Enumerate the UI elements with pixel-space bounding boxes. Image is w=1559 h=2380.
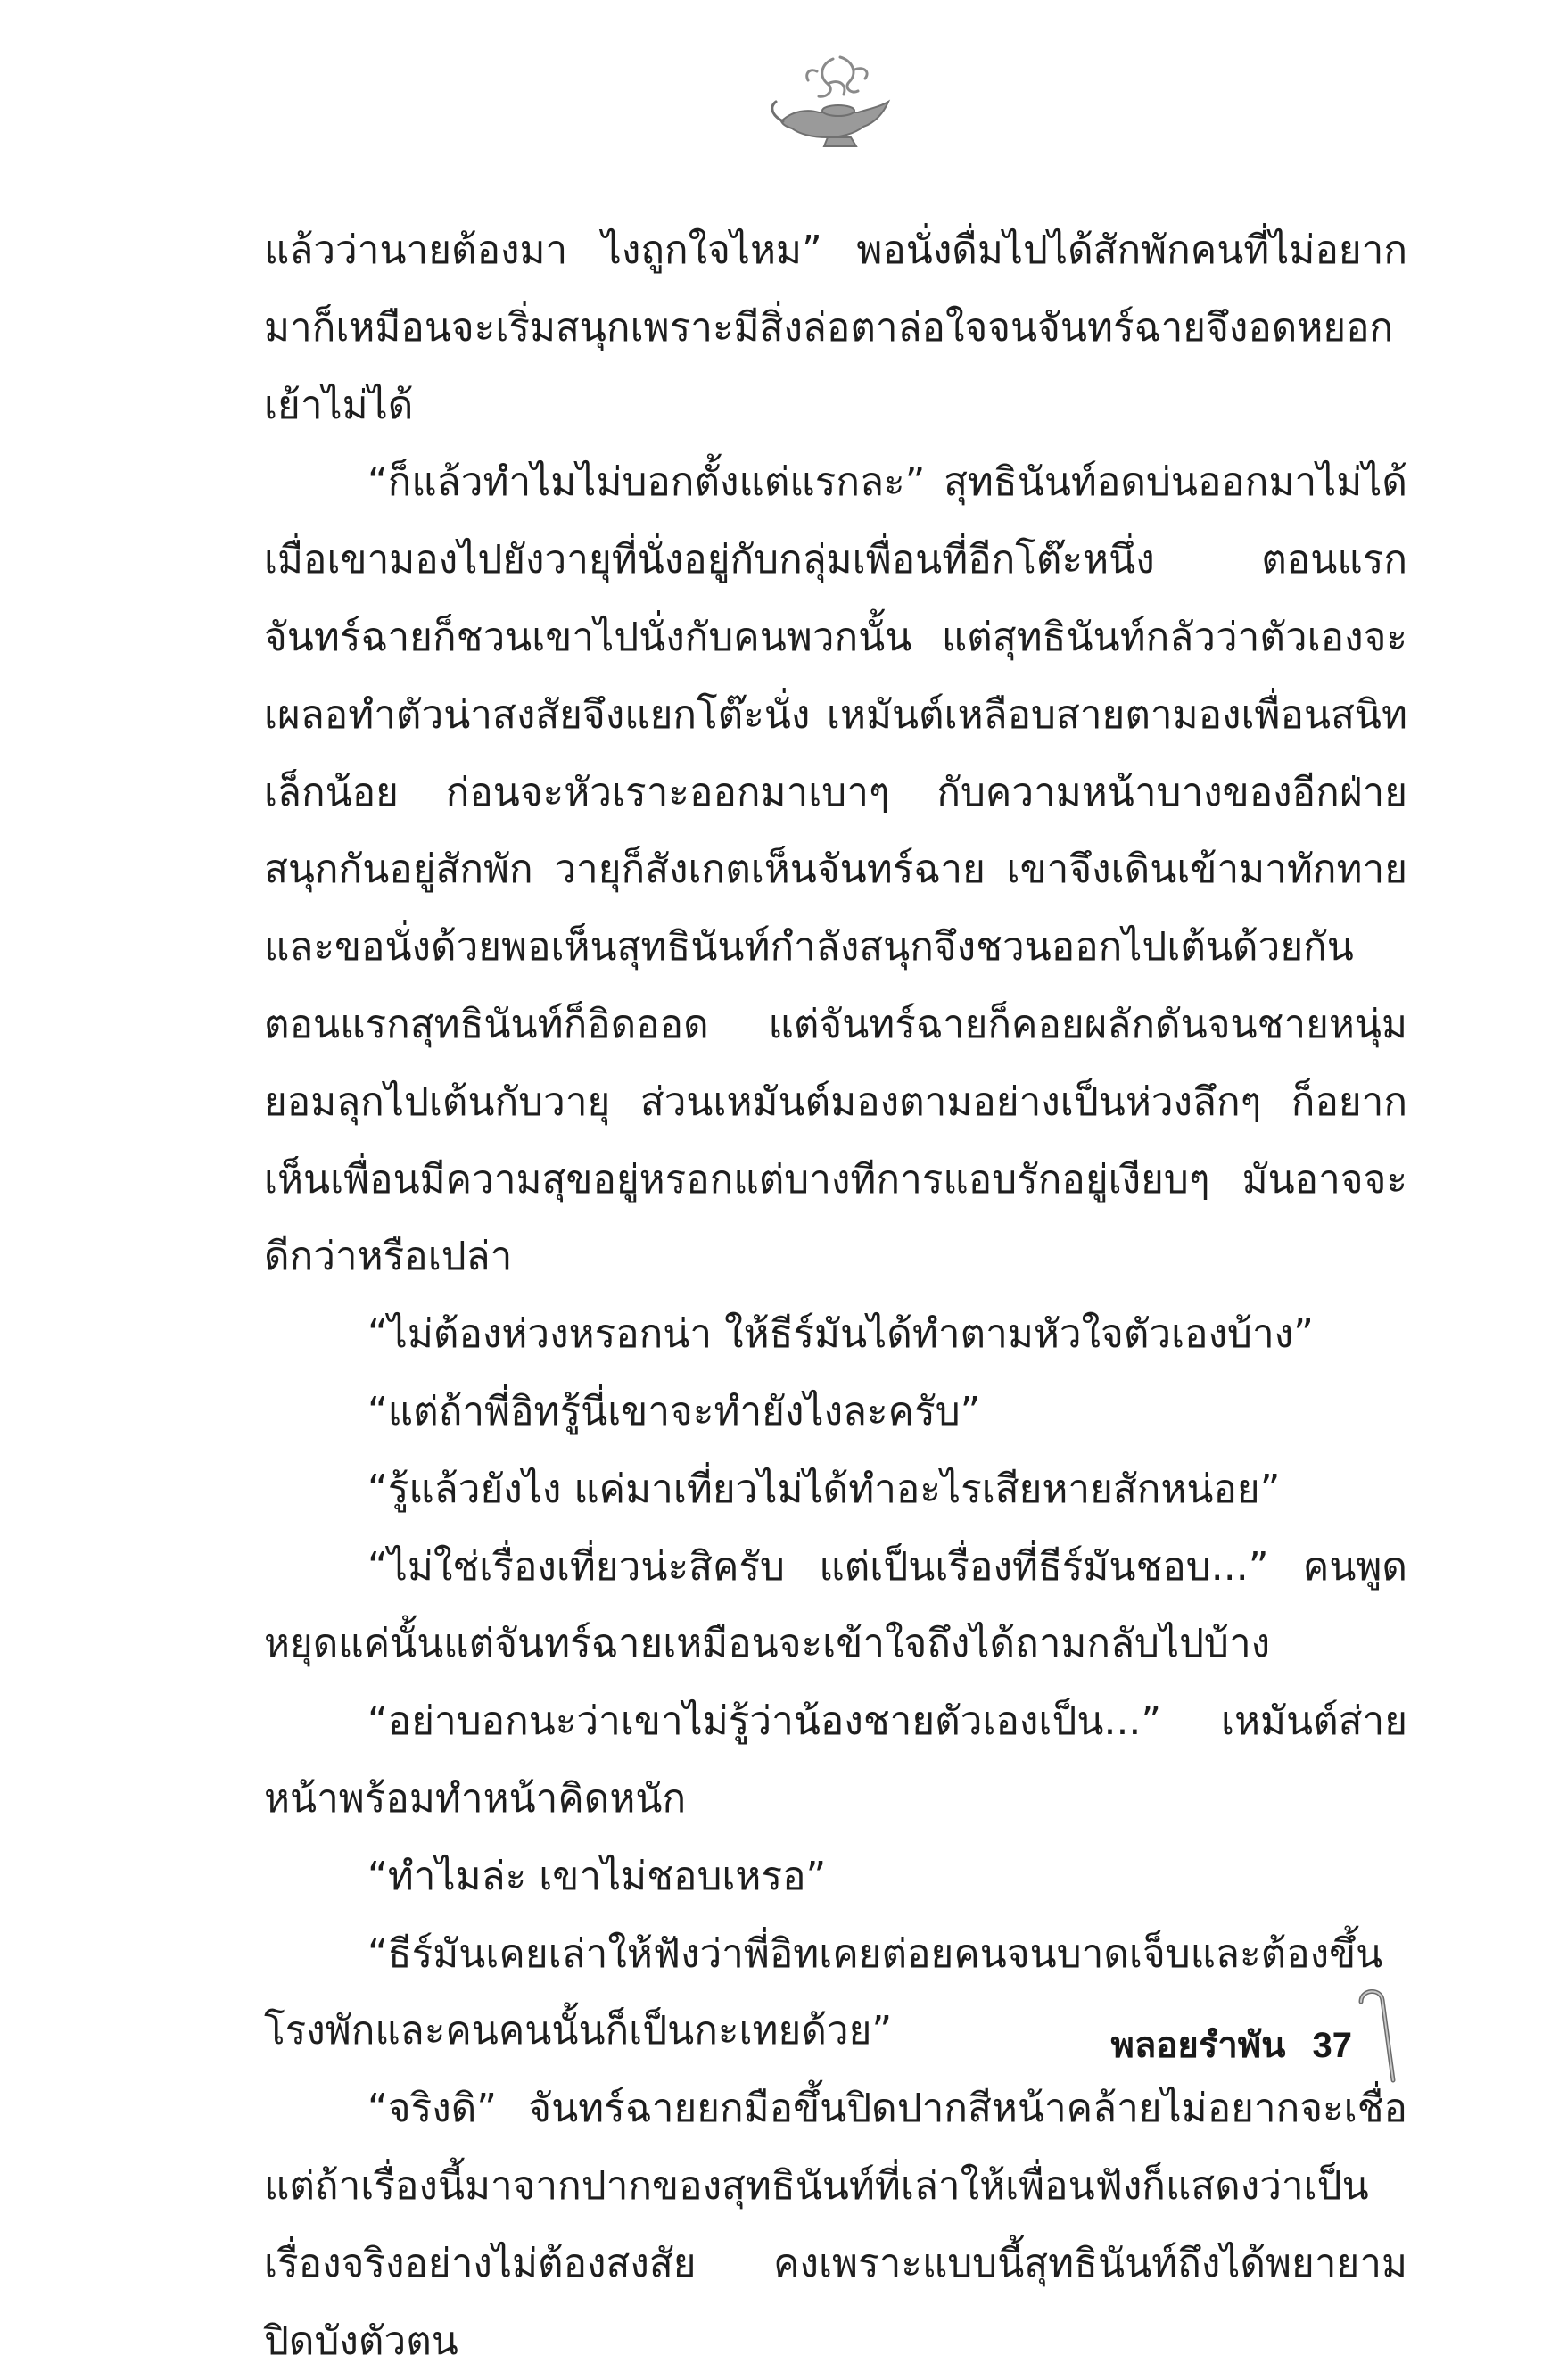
paragraph: “แต่ถ้าพี่อิทรู้นี่เขาจะทำยังไงละครับ” [367,1388,981,1434]
book-title: พลอยรำพัน [1110,2026,1286,2065]
paragraph: “ธีร์มันเคยเล่าให้ฟังว่าพี่อิทเคยต่อยคนจนบาดเจ็บและต้องขึ้นโรงพักและคนคนนั้นก็เป็นกะเทยด้วย” [264,1930,1383,2054]
paragraph: “ทำไมล่ะ เขาไม่ชอบเหรอ” [367,1853,827,1899]
paragraph: “อย่าบอกนะว่าเขาไม่รู้ว่าน้องชายตัวเองเป็น...” เหมันต์ส่ายหน้าพร้อมทำหน้าคิดหนัก [264,1698,1407,1822]
paragraph: “รู้แล้วยังไง แค่มาเที่ยวไม่ได้ทำอะไรเสียหายสักหน่อย” [367,1466,1281,1512]
paragraph: แล้วว่านายต้องมา ไงถูกใจไหม” พอนั่งดื่มไปได้สักพักคนที่ไม่อยากมาก็เหมือนจะเริ่มสนุกเพราะมีสิ่งล่อตาล่อใจจนจันทร์ฉายจึงอดหยอกเย้าไม่ได้ [264,227,1407,428]
paragraph: “ไม่ใช่เรื่องเที่ยวน่ะสิครับ แต่เป็นเรื่องที่ธีร์มันชอบ...” คนพูดหยุดแค่นั้นแต่จันทร์ฉายเหมือนจะเข้าใจถึงได้ถามกลับไปบ้าง [264,1543,1407,1667]
page-number: 37 [1312,2026,1352,2065]
paragraph: “ก็แล้วทำไมไม่บอกตั้งแต่แรกละ” สุทธินันท์อดบ่นออกมาไม่ได้เมื่อเขามองไปยังวายุที่นั่งอยู่กับกลุ่มเพื่อนที่อีกโต๊ะหนึ่ง ตอนแรกจันทร์ฉายก็ชวนเขาไปนั่งกับคนพวกนั้น แต่สุทธินันท์กลัวว่าตัวเองจะเผลอทำตัวน่าสงสัยจึงแยกโต๊ะนั่ง เหมันต์เหลือบสายตามองเพื่อนสนิทเล็กน้อย ก่อนจะหัวเราะออกมาเบาๆ กับความหน้าบางของอีกฝ่าย สนุกกันอยู่สักพัก วายุก็สังเกตเห็นจันทร์ฉาย เขาจึงเดินเข้ามาทักทายและขอนั่งด้วยพอเห็นสุทธินันท์กำลังสนุกจึงชวนออกไปเต้นด้วยกัน ตอนแรกสุทธินันท์ก็อิดออด แต่จันทร์ฉายก็คอยผลักดันจนชายหนุ่มยอมลุกไปเต้นกับวายุ ส่วนเหมันต์มองตามอย่างเป็นห่วงลึกๆ ก็อยากเห็นเพื่อนมีความสุขอยู่หรอกแต่บางทีการแอบรักอยู่เงียบๆ มันอาจจะดีกว่าหรือเปล่า [264,459,1407,1280]
page-footer [1111,2016,1353,2073]
genie-lamp-with-smoke-icon [765,52,899,157]
paragraph: “จริงดิ” จันทร์ฉายยกมือขึ้นปิดปากสีหน้าคล้ายไม่อยากจะเชื่อ แต่ถ้าเรื่องนี้มาจากปากของสุทธินันท์ที่เล่าให้เพื่อนฟังก็แสดงว่าเป็นเรื่องจริงอย่างไม่ต้องสงสัย คงเพราะแบบนี้สุทธินันท์ถึงได้พยายามปิดบังตัวตน [264,2086,1407,2364]
walking-cane-icon [1354,1986,1398,2086]
paragraph: “ไม่ต้องห่วงหรอกน่า ให้ธีร์มันได้ทำตามหัวใจตัวเองบ้าง” [367,1311,1314,1358]
